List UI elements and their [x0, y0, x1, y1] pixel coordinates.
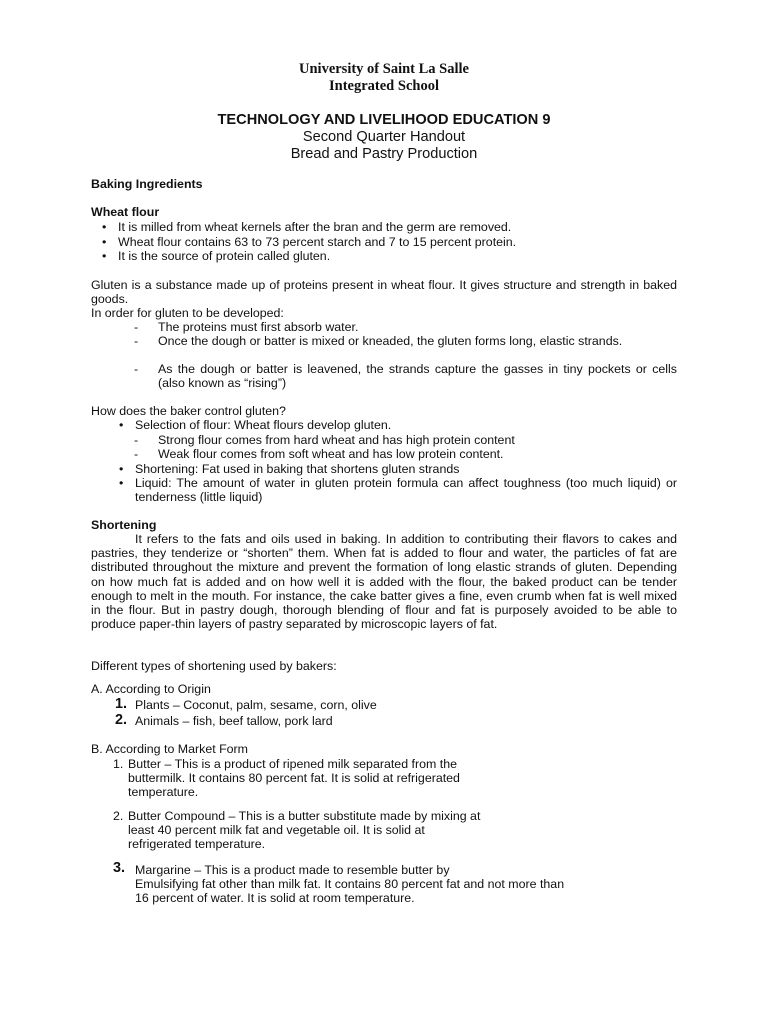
origin-item: Plants – Coconut, palm, sesame, corn, olive	[135, 698, 377, 712]
origin-heading: A. According to Origin	[91, 682, 211, 696]
control-sub-item: - Strong flour comes from hard wheat and has high protein content	[158, 433, 515, 447]
handout-title: Second Quarter Handout	[302, 129, 466, 145]
subheading-wheat-flour: Wheat flour	[91, 205, 160, 219]
market-item-line: 16 percent of water. It is solid at room temperature.	[135, 891, 415, 905]
market-heading: B. According to Market Form	[91, 742, 248, 756]
origin-item: Animals – fish, beef tallow, pork lard	[135, 714, 333, 728]
market-item-number: 2.	[113, 809, 124, 823]
control-question: How does the baker control gluten?	[91, 404, 286, 418]
school-unit: Integrated School	[329, 78, 439, 94]
market-item-line: refrigerated temperature.	[128, 837, 266, 851]
gluten-step: - The proteins must first absorb water.	[158, 320, 677, 334]
shortening-paragraph: It refers to the fats and oils used in baking. In addition to contributing their flavors to cakes and pastries, they tenderize or “shorten” them. When fat is added to flour and water, the particles of fat are distributed throughout the mixture and prevent the formation of long elastic strands of gluten. Depending on how much fat is added and on how well it is added with the flour, the baked product can be tender enough to melt in the mouth. For instance, the cake batter gives a fine, even crumb when fat is well mixed in the flour. But in pastry dough, thorough blending of flour and fat is purposely avoided to be able to produce paper-thin layers of pastry separated by microscopic layers of fat.	[91, 532, 677, 632]
market-item-line: Butter – This is a product of ripened milk separated from the	[128, 757, 457, 771]
market-item-line: Margarine – This is a product made to resemble butter by	[135, 863, 450, 877]
market-item-number: 3.	[113, 860, 126, 876]
shortening-types-intro: Different types of shortening used by bakers:	[91, 659, 337, 673]
wheat-flour-bullet: • Wheat flour contains 63 to 73 percent starch and 7 to 15 percent protein.	[118, 235, 516, 249]
origin-item-number: 2.	[115, 712, 128, 728]
wheat-flour-bullet: • It is milled from wheat kernels after the bran and the germ are removed.	[118, 220, 511, 234]
market-item-line: temperature.	[128, 785, 199, 799]
gluten-paragraph: Gluten is a substance made up of proteins present in wheat flour. It gives structure and strength in baked goods.	[91, 278, 677, 307]
market-item-line: Emulsifying fat other than milk fat. It contains 80 percent fat and not more than	[135, 877, 565, 891]
market-item-number: 1.	[113, 757, 124, 771]
school-name: University of Saint La Salle	[299, 61, 469, 77]
market-item-line: least 40 percent milk fat and vegetable oil. It is solid at	[128, 823, 425, 837]
market-item-line: Butter Compound – This is a butter substitute made by mixing at	[128, 809, 481, 823]
control-bullet-shortening: • Shortening: Fat used in baking that shortens gluten strands	[135, 462, 459, 476]
control-sub-item: - Weak flour comes from soft wheat and has low protein content.	[158, 447, 504, 461]
gluten-step: - As the dough or batter is leavened, the strands capture the gasses in tiny pockets or cells (also known as “rising”)	[158, 362, 677, 390]
subheading-shortening: Shortening	[91, 518, 157, 532]
course-title: TECHNOLOGY AND LIVELIHOOD EDUCATION 9	[217, 112, 551, 128]
control-bullet-selection: • Selection of flour: Wheat flours develop gluten.	[135, 418, 391, 432]
wheat-flour-bullet: • It is the source of protein called gluten.	[118, 249, 330, 263]
section-heading-baking-ingredients: Baking Ingredients	[91, 177, 203, 191]
gluten-intro: In order for gluten to be developed:	[91, 306, 284, 320]
gluten-step: - Once the dough or batter is mixed or kneaded, the gluten forms long, elastic strands.	[158, 334, 677, 348]
control-bullet-liquid: • Liquid: The amount of water in gluten protein formula can affect toughness (too much liquid) or tenderness (little liquid)	[135, 476, 677, 504]
market-item-line: buttermilk. It contains 80 percent fat. It is solid at refrigerated	[128, 771, 460, 785]
subject-title: Bread and Pastry Production	[290, 146, 478, 162]
origin-item-number: 1.	[115, 696, 128, 712]
